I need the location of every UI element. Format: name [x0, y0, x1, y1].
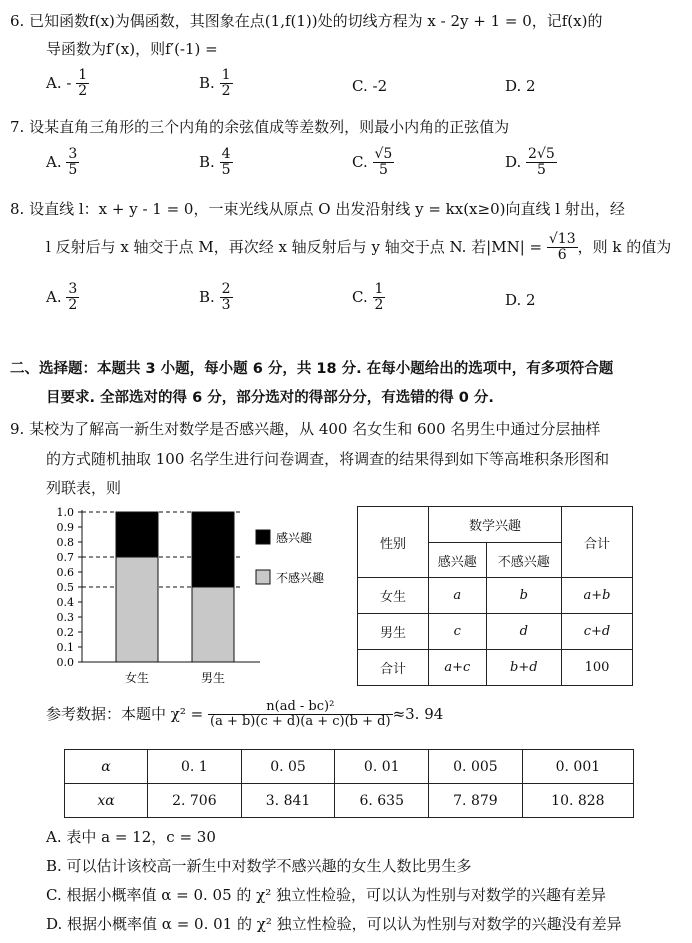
reference-table — [64, 749, 634, 818]
q9-option-a: A. 表中 a = 12，c = 30 — [46, 828, 216, 846]
y-tick-label: 0.2 — [56, 626, 74, 639]
y-tick-label: 0.7 — [56, 551, 74, 564]
y-tick-label: 0.4 — [56, 596, 74, 609]
legend-swatch — [256, 570, 270, 584]
q6-option-d: D. 2 — [505, 77, 536, 95]
y-tick-label: 0.1 — [56, 641, 74, 654]
q9-line1: 9. 某校为了解高一新生对数学是否感兴趣，从 400 名女生和 600 名男生中通过分层抽样 — [10, 420, 601, 438]
q7-option-a: A. $\frac{3}{5}$ — [46, 146, 78, 179]
q9-option-c: C. 根据小概率值 α = 0. 05 的 χ² 独立性检验，可以认为性别与对数学的兴趣有差异 — [46, 886, 607, 904]
q9-line3: 列联表，则 — [46, 479, 122, 497]
section2-line2: 目要求. 全部选对的得 6 分，部分选对的得部分分，有选错的得 0 分. — [46, 390, 494, 406]
legend-label: 感兴趣 — [276, 531, 313, 545]
q6-line1: 6. 已知函数f(x)为偶函数，其图象在点(1,f(1))处的切线方程为 x - 2y + 1 = 0，记f(x)的 — [10, 12, 603, 30]
legend-swatch — [256, 530, 270, 544]
ct-sub-not: 不感兴趣 — [486, 543, 561, 578]
legend-label: 不感兴趣 — [276, 571, 325, 585]
bar-segment — [116, 512, 158, 557]
q8-line2: l 反射后与 x 轴交于点 M，再次经 x 轴反射后与 y 轴交于点 N. 若|MN| = $\frac{√13}{6}$ ，则 k 的值为 — [46, 231, 672, 264]
q6-line2: 导函数为f′(x)，则f′(-1) = — [46, 40, 218, 58]
table-row: 男生 c d c+d — [358, 614, 633, 650]
table-row: xα 2. 706 3. 841 6. 635 7. 879 10. 828 — [65, 784, 634, 818]
q9-line2: 的方式随机抽取 100 名学生进行问卷调查，将调查的结果得到如下等高堆积条形图和 — [46, 450, 610, 468]
q9-option-b: B. 可以估计该校高一新生中对数学不感兴趣的女生人数比男生多 — [46, 857, 472, 875]
q8-option-c: C. $\frac{1}{2}$ — [352, 281, 384, 314]
ct-sub-interested: 感兴趣 — [429, 543, 487, 578]
stacked-bar-chart — [30, 504, 350, 692]
table-row: 合计 a+c b+d 100 — [358, 650, 633, 686]
q6-option-a: A. - $\frac{1}{2}$ — [46, 67, 88, 100]
bar-segment — [192, 587, 234, 662]
q8-option-b: B. $\frac{2}{3}$ — [199, 281, 231, 314]
y-tick-label: 0.8 — [56, 536, 74, 549]
ct-header-total: 合计 — [562, 507, 633, 578]
q7-line1: 7. 设某直角三角形的三个内角的余弦值成等差数列，则最小内角的正弦值为 — [10, 118, 510, 136]
q6-option-b: B. $\frac{1}{2}$ — [199, 67, 231, 100]
y-tick-label: 0.9 — [56, 521, 74, 534]
q9-option-d: D. 根据小概率值 α = 0. 01 的 χ² 独立性检验，可以认为性别与对数学的兴趣没有差异 — [46, 915, 622, 933]
ct-header-interest: 数学兴趣 — [429, 507, 562, 543]
y-tick-label: 0.0 — [56, 656, 74, 669]
q6-option-c: C. -2 — [352, 77, 388, 95]
table-row: α 0. 1 0. 05 0. 01 0. 005 0. 001 — [65, 750, 634, 784]
q8-option-a: A. $\frac{3}{2}$ — [46, 281, 78, 314]
y-tick-label: 1.0 — [56, 506, 74, 519]
x-category-label: 男生 — [200, 671, 226, 685]
ct-header-gender: 性别 — [358, 507, 429, 578]
y-tick-label: 0.6 — [56, 566, 74, 579]
contingency-table — [357, 506, 633, 686]
q8-line1: 8. 设直线 l：x + y - 1 = 0，一束光线从原点 O 出发沿射线 y = kx(x≥0)向直线 l 射出，经 — [10, 200, 625, 218]
bar-segment — [192, 512, 234, 587]
q8-option-d: D. 2 — [505, 291, 536, 309]
y-tick-label: 0.5 — [56, 581, 74, 594]
x-category-label: 女生 — [124, 671, 150, 685]
q7-option-c: C. $\frac{√5}{5}$ — [352, 146, 393, 179]
bar-segment — [116, 557, 158, 662]
q7-option-b: B. $\frac{4}{5}$ — [199, 146, 231, 179]
q7-option-d: D. $\frac{2√5}{5}$ — [505, 146, 555, 179]
y-tick-label: 0.3 — [56, 611, 74, 624]
section2-line1: 二、选择题：本题共 3 小题，每小题 6 分，共 18 分. 在每小题给出的选项中，有多项符合题 — [10, 361, 614, 377]
table-row: 女生 a b a+b — [358, 578, 633, 614]
reference-formula: 参考数据：本题中 χ² = $\frac{\text{n(ad - bc)²}}{(a + b)(c + d)(a + c)(b + d)}$ ≈3. 94 — [46, 699, 444, 730]
